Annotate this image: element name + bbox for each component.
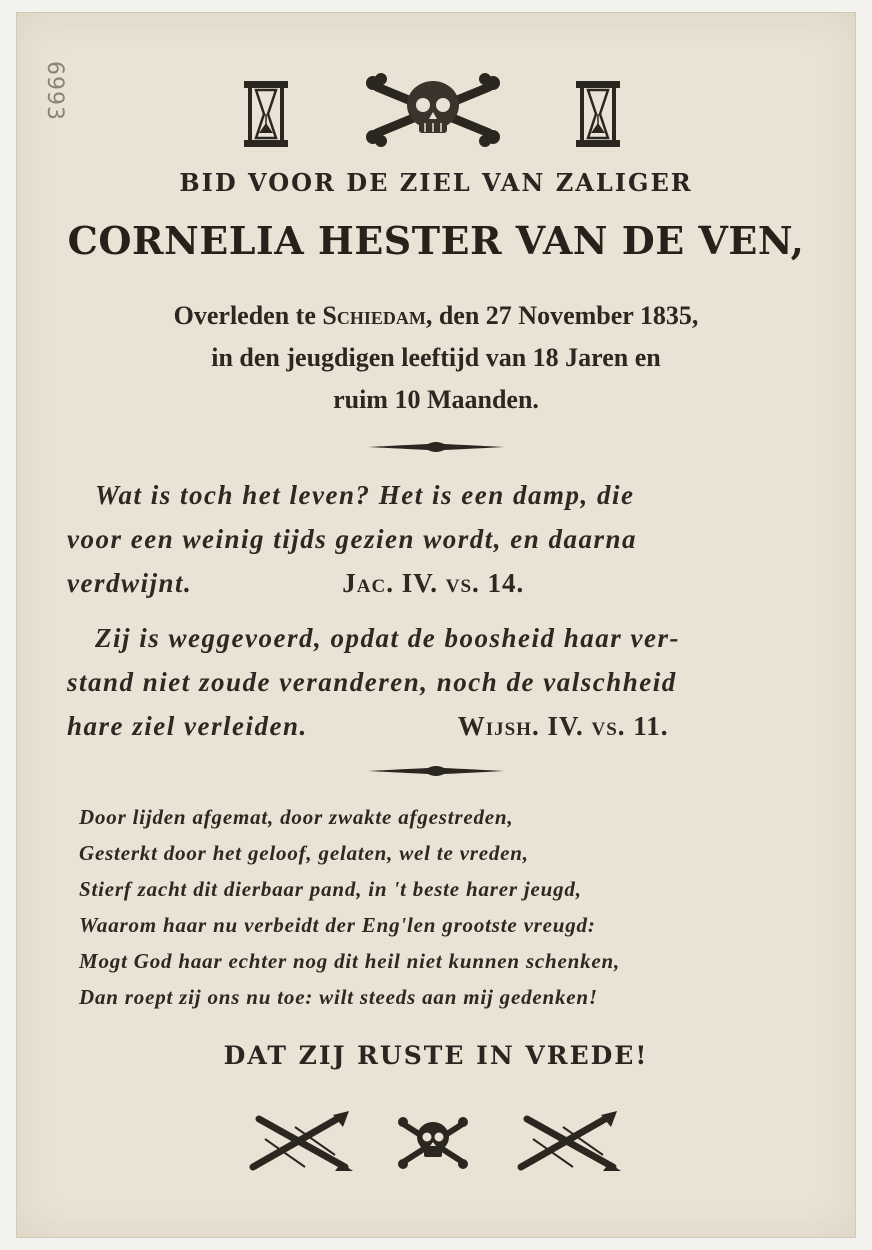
skull-crossbones-icon: [363, 71, 503, 151]
ornamental-divider: [17, 763, 855, 783]
poem-line: Dan roept zij ons nu toe: wilt steeds aan mij gedenken!: [79, 985, 598, 1009]
death-details: [17, 295, 855, 421]
death-line-1: [17, 295, 855, 337]
memorial-poem: [79, 799, 819, 1015]
verse-line-end: hare ziel verleiden.: [67, 711, 308, 741]
bottom-ornaments: [17, 1105, 855, 1185]
inventory-number: 6993: [42, 61, 67, 121]
verse-line: Zij is weggevoerd, opdat de boosheid haar ver-: [95, 623, 680, 653]
poem-line: Waarom haar nu verbeidt der Eng'len grootste vreugd:: [79, 913, 596, 937]
verse-line: stand niet zoude veranderen, noch de valschheid: [67, 667, 677, 697]
closing-prayer: DAT ZIJ RUSTE IN VREDE!: [223, 1041, 649, 1070]
verse-line: voor een weinig tijds gezien wordt, en daarna: [67, 524, 638, 554]
ornamental-divider: [17, 439, 855, 459]
death-place: Schiedam: [322, 301, 426, 330]
bible-verse-wisdom: [67, 616, 807, 748]
poem-line: Gesterkt door het geloof, gelaten, wel te vreden,: [79, 841, 529, 865]
bible-verse-james: [67, 473, 807, 605]
crossed-torches-icon: [513, 1109, 623, 1173]
poem-line: Door lijden afgemat, door zwakte afgestreden,: [79, 805, 514, 829]
skull-crossbones-icon: [397, 1113, 469, 1171]
verse-line: Wat is toch het leven? Het is een damp, die: [95, 480, 635, 510]
header-prayer: BID VOOR DE ZIEL VAN ZALIGER: [179, 168, 693, 197]
crossed-torches-icon: [245, 1109, 355, 1173]
verse-line: [67, 561, 807, 605]
poem-line: Stierf zacht dit dierbaar pand, in 't beste harer jeugd,: [79, 877, 582, 901]
top-ornaments: [17, 71, 855, 161]
hourglass-icon: [242, 79, 290, 149]
poem-line: Mogt God haar echter nog dit heil niet kunnen schenken,: [79, 949, 621, 973]
verse-reference: Wijsh. IV. vs. 11.: [457, 711, 669, 741]
death-line-2: in den jeugdigen leeftijd van 18 Jaren en: [211, 343, 661, 372]
deceased-name: CORNELIA HESTER VAN DE VEN,: [67, 218, 805, 263]
verse-line-end: verdwijnt.: [67, 568, 193, 598]
death-line-1-pre: Overleden te: [173, 301, 323, 330]
death-line-3: ruim 10 Maanden.: [333, 385, 539, 414]
death-date: , den 27 November 1835,: [425, 301, 699, 330]
verse-reference: Jac. IV. vs. 14.: [342, 568, 525, 598]
memorial-card: [16, 12, 856, 1238]
hourglass-icon: [574, 79, 622, 149]
verse-line: [67, 704, 807, 748]
